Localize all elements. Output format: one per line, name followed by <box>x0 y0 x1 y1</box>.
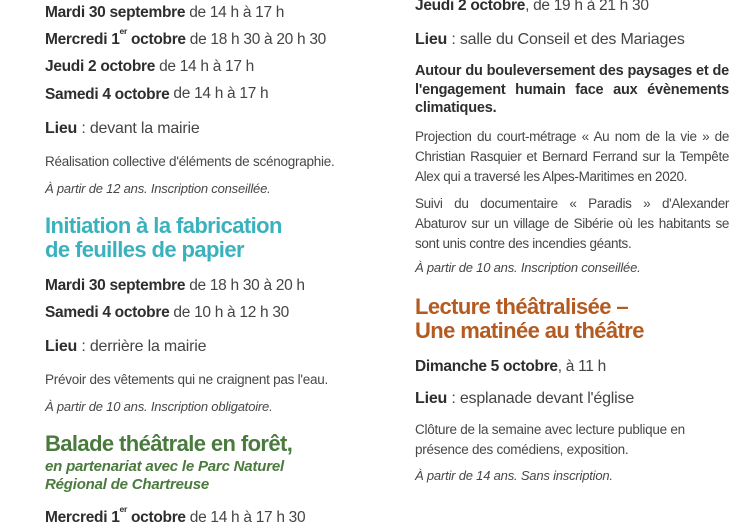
event-dates <box>45 270 361 324</box>
right-column <box>415 0 729 485</box>
ordinal-suffix: er <box>119 26 127 37</box>
date-line: Mardi 30 septembre de 18 h 30 à 20 h <box>45 276 305 294</box>
venue-label: Lieu <box>415 31 448 49</box>
date-line: Samedi 4 octobre de 10 h à 12 h 30 <box>45 303 289 321</box>
event-dates <box>45 0 361 106</box>
venue-value: : salle du Conseil et des Mariages <box>447 31 685 49</box>
section-balade <box>45 432 361 529</box>
date-line: Mercredi 1er octobre de 18 h 30 à 20 h 30 <box>45 26 326 49</box>
event-description: Clôture de la semaine avec lecture publique en présence des comédiens, exposition. <box>415 421 685 457</box>
date-line: Jeudi 2 octobre de 14 h à 17 h <box>45 58 254 76</box>
section-subheading-balade: en partenariat avec le Parc Naturel Régional de Chartreuse <box>45 457 284 493</box>
ordinal-suffix: er <box>119 504 127 515</box>
venue-label: Lieu <box>45 337 78 355</box>
age-note: À partir de 10 ans. Inscription obligatoire. <box>45 398 273 414</box>
age-note: À partir de 14 ans. Sans inscription. <box>415 467 613 483</box>
venue-label: Lieu <box>415 389 448 407</box>
date-line: Samedi 4 octobre de 14 h à 17 h <box>45 85 269 103</box>
venue-line <box>415 388 729 410</box>
section-lecture <box>415 295 729 485</box>
venue-value: : esplanade devant l'église <box>447 389 635 407</box>
left-column <box>45 0 361 529</box>
date-line: Jeudi 2 octobre, de 19 h à 21 h 30 <box>415 0 649 15</box>
event-theme: Autour du bouleversement des paysages et de l'engagement humain face aux évènements climatiques. <box>415 63 729 117</box>
age-note: À partir de 12 ans. Inscription conseillée. <box>45 180 271 196</box>
section-heading-balade: Balade théâtrale en forêt, <box>45 430 293 456</box>
section-projection <box>415 0 729 277</box>
date-line: Dimanche 5 octobre, à 11 h <box>415 357 606 375</box>
section-fabrication-papier <box>45 214 361 416</box>
venue-line <box>45 118 361 140</box>
venue-label: Lieu <box>45 119 78 137</box>
date-line: Mardi 30 septembre de 14 h à 17 h <box>45 4 285 22</box>
event-description: Suivi du documentaire « Paradis » d'Alexander Abaturov sur un village de Sibérie où les habitants se sont unis contre des incendies géants. <box>415 195 729 251</box>
venue-line <box>45 336 361 358</box>
date-line: Mercredi 1er octobre de 14 h à 17 h 30 <box>45 504 306 527</box>
venue-value: : derrière la mairie <box>77 337 207 355</box>
event-description: Prévoir des vêtements qui ne craignent pas l'eau. <box>45 371 328 387</box>
age-note: À partir de 10 ans. Inscription conseillée. <box>415 259 641 275</box>
venue-line <box>415 29 729 51</box>
venue-value: : devant la mairie <box>77 119 200 137</box>
section-heading-lecture: Lecture théâtralisée – Une matinée au théâtre <box>415 293 644 343</box>
section-scenographie <box>45 0 361 198</box>
event-description: Réalisation collective d'éléments de scénographie. <box>45 153 335 169</box>
section-heading-papier: Initiation à la fabrication de feuilles de papier <box>45 212 282 262</box>
event-description: Projection du court-métrage « Au nom de la vie » de Christian Rasquier et Bernard Ferrand sur la Tempête Alex qui a traversé les Alpes-Maritimes en 2020. <box>415 128 729 184</box>
